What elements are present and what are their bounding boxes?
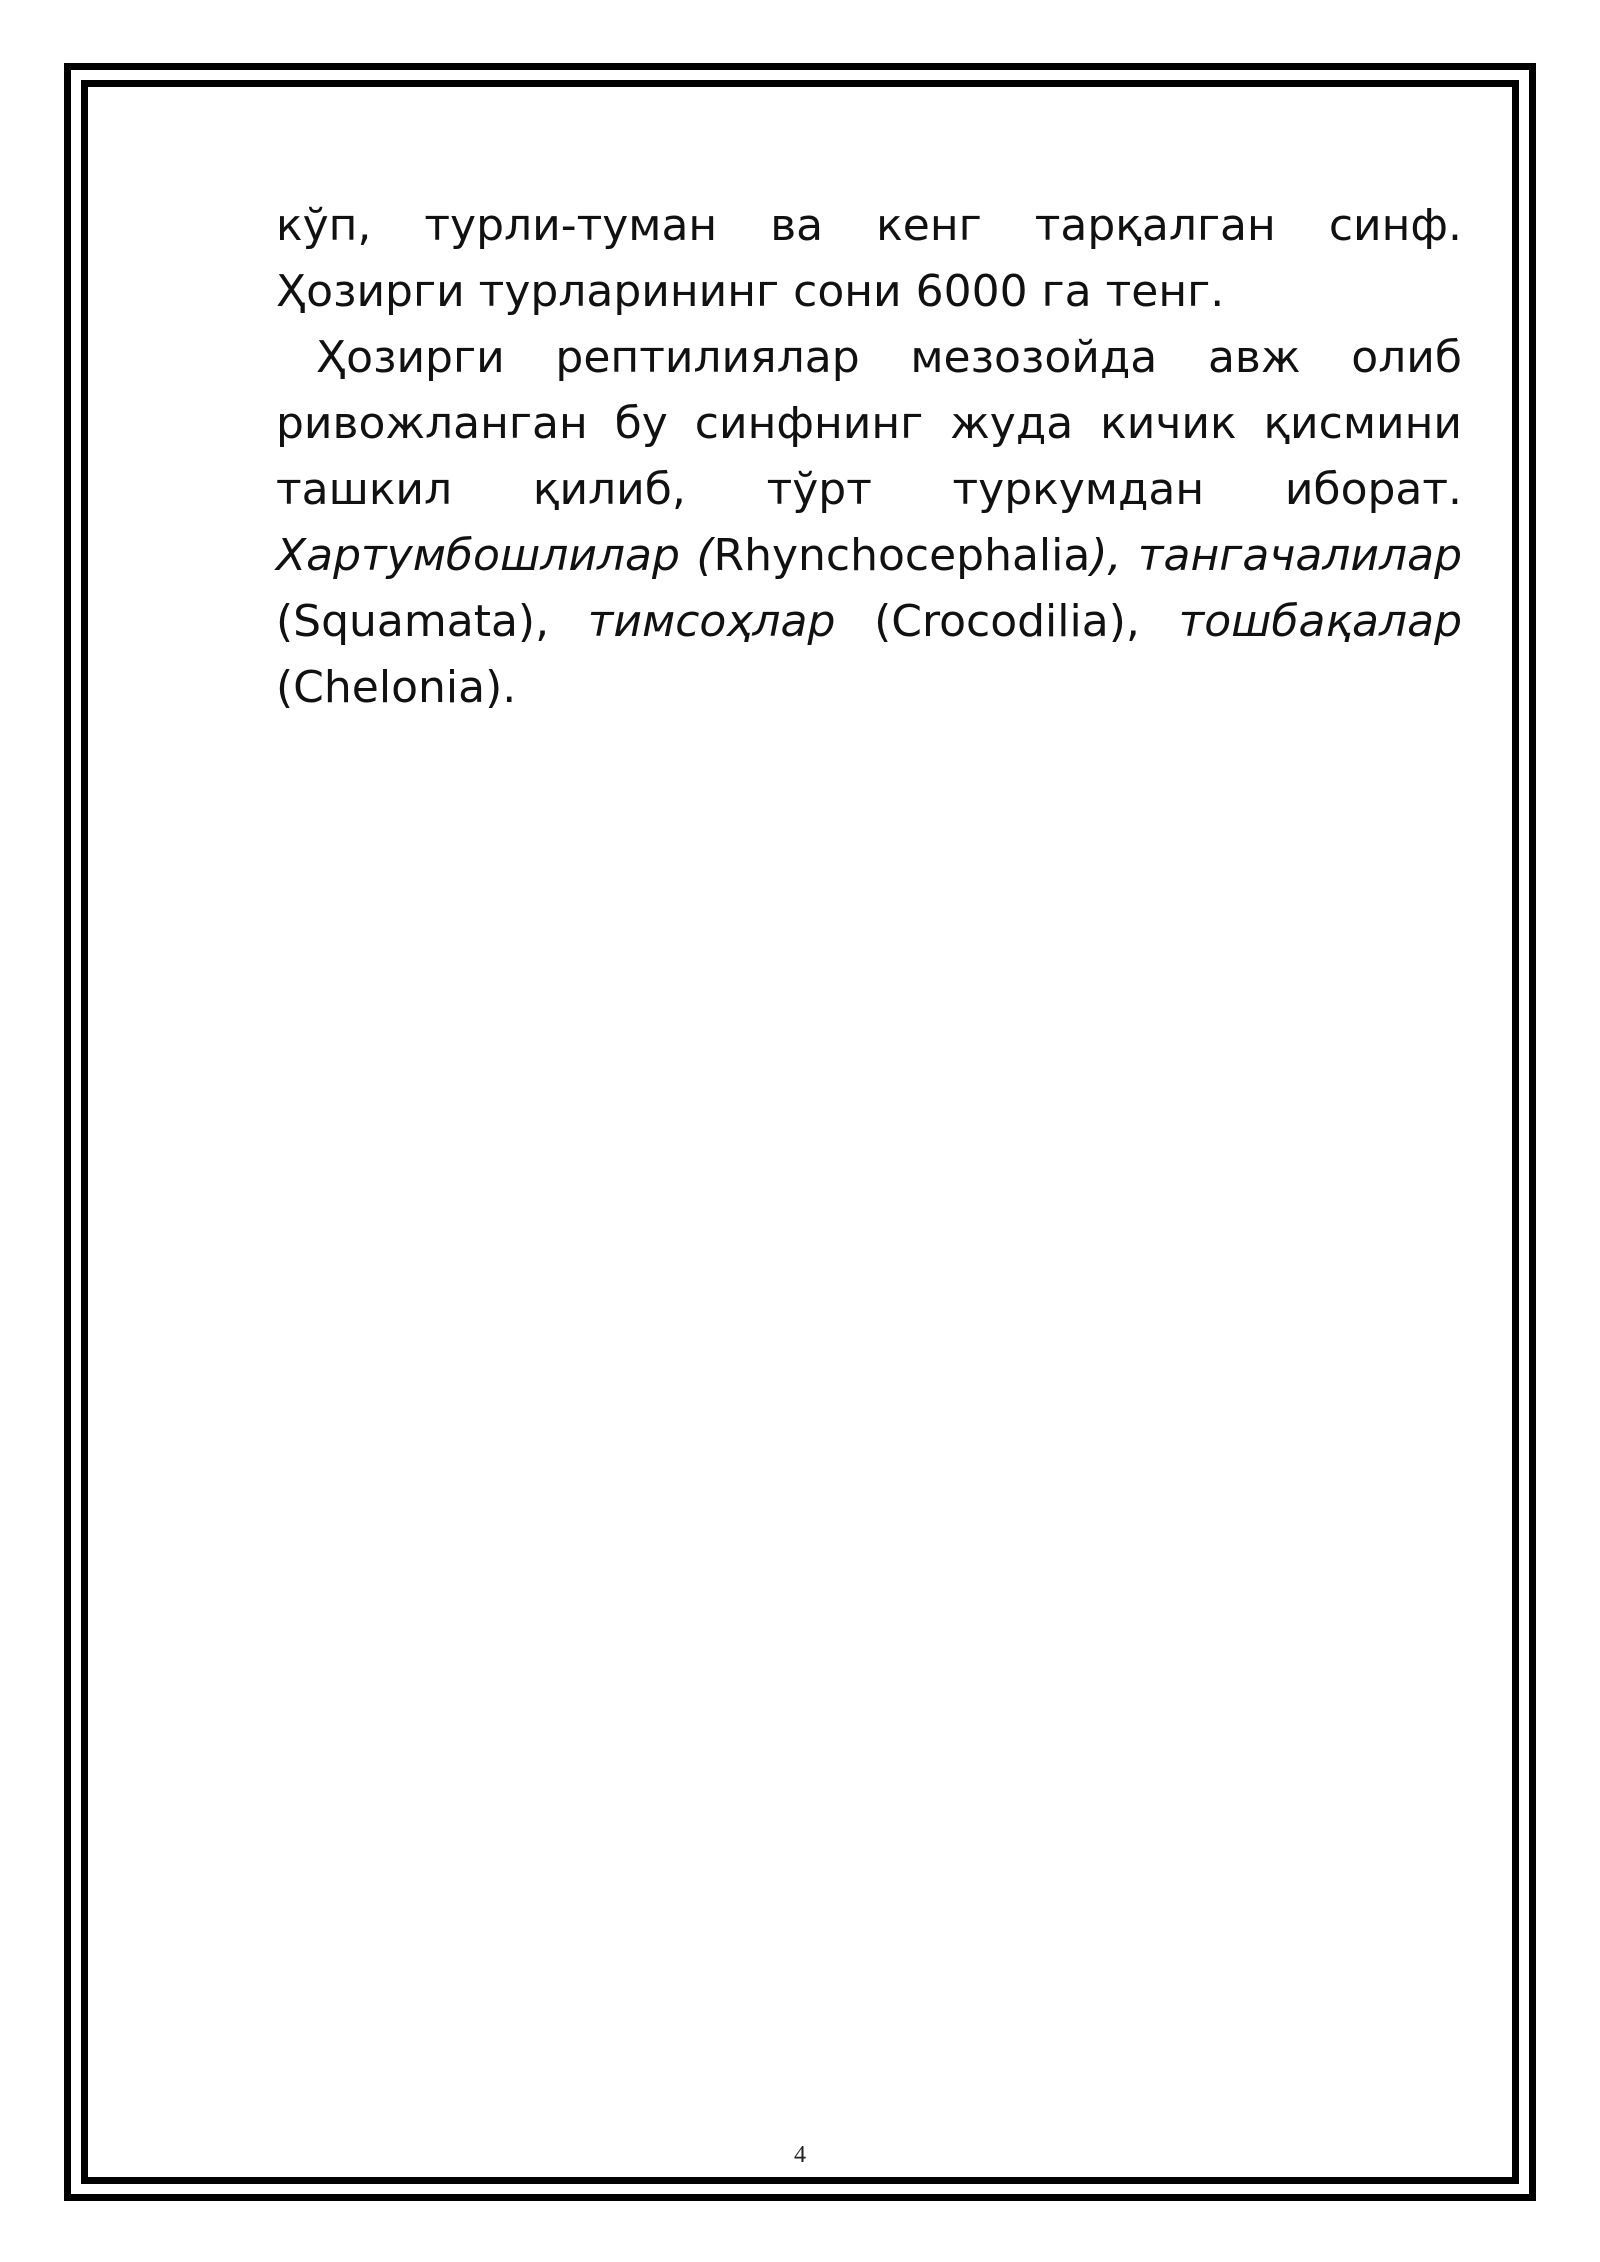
- order-latin-crocodilia: Crocodilia: [891, 596, 1109, 647]
- order-close-paren-3: ),: [1108, 596, 1179, 647]
- paragraph-2-intro: Ҳозирги рептилиялар мезозойда авж олиб ривожланган бу синфнинг жуда кичик қисмини ташкил қилиб, тўрт туркумдан иборат.: [276, 332, 1462, 515]
- order-close-paren-2: ),: [517, 596, 588, 647]
- order-close-paren-1: ),: [1090, 530, 1138, 581]
- order-open-paren-1: (: [679, 530, 714, 581]
- order-name-squamata: тангачалилар: [1137, 530, 1463, 581]
- order-latin-chelonia: Chelonia: [293, 662, 486, 713]
- order-open-paren-3: (: [835, 596, 892, 647]
- paragraph-1-line-2: [276, 259, 1462, 325]
- order-open-paren-4: (: [276, 662, 294, 713]
- order-name-crocodilia: тимсоҳлар: [587, 596, 836, 647]
- page-number: 4: [794, 2142, 806, 2168]
- order-close-paren-4: ).: [485, 662, 517, 713]
- order-latin-squamata: Squamata: [293, 596, 518, 647]
- paragraph-1-line-1: [276, 193, 1462, 259]
- paragraph-1-text-2: Ҳозирги турларининг сони 6000 га тенг.: [276, 266, 1225, 317]
- order-open-paren-2: (: [276, 596, 294, 647]
- order-name-chelonia: тошбақалар: [1178, 596, 1463, 647]
- order-latin-rhynchocephalia: Rhynchocephalia: [713, 530, 1091, 581]
- paragraph-1-text-1: кўп, турли-туман ва кенг тарқалган синф.: [276, 200, 1462, 251]
- paragraph-2: [276, 325, 1462, 721]
- page-body: [276, 193, 1462, 721]
- order-name-rhynchocephalia: Хартумбошлилар: [276, 530, 680, 581]
